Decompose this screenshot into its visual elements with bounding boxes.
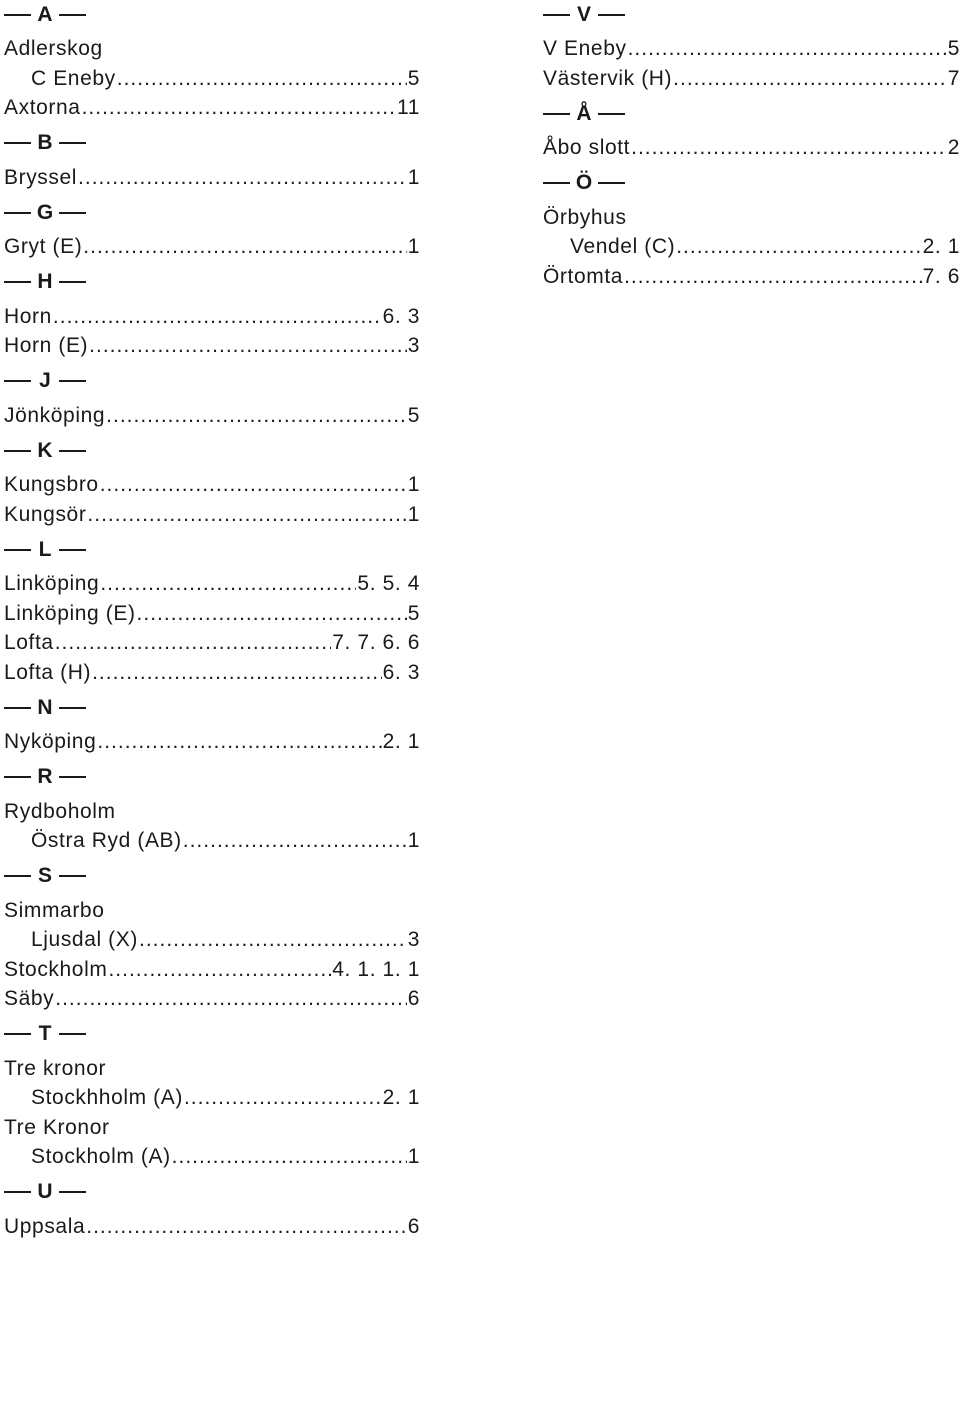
dot-leader xyxy=(628,34,947,64)
dot-leader xyxy=(172,1142,407,1172)
dot-leader xyxy=(624,262,922,292)
dot-leader xyxy=(86,1212,406,1242)
entry-page-numbers: 2. 1 xyxy=(382,1086,420,1109)
heading-dash xyxy=(4,776,31,778)
section-heading-s xyxy=(4,862,420,891)
entry-head-label: Tre kronor xyxy=(4,1056,107,1080)
entry-page-numbers: 5 xyxy=(407,403,420,427)
section-heading-k xyxy=(4,436,420,465)
entry-label: Säby xyxy=(4,987,55,1010)
entry-page-numbers: 5 xyxy=(407,601,420,625)
entry-label: Lofta xyxy=(4,631,54,654)
entry-page-numbers: 1 xyxy=(407,235,420,258)
entry-page-numbers: 7. 6 xyxy=(922,264,960,288)
index-entry xyxy=(4,34,420,93)
heading-dash xyxy=(543,182,570,184)
heading-dash xyxy=(598,113,625,115)
heading-dash xyxy=(4,212,31,214)
heading-dash xyxy=(4,450,31,452)
index-entry xyxy=(4,955,420,985)
index-entry-head xyxy=(4,1113,420,1143)
index-entry-head xyxy=(4,1054,420,1084)
section-heading-å xyxy=(543,99,960,128)
index-entry-line xyxy=(4,955,420,985)
entry-label: Gryt (E) xyxy=(4,235,83,258)
index-entry-line xyxy=(4,1142,420,1172)
entry-page-numbers: 6. 3 xyxy=(382,660,420,684)
index-entry-line xyxy=(4,658,420,688)
heading-dash xyxy=(4,707,31,709)
entry-head-label: Rydboholm xyxy=(4,799,116,823)
heading-dash xyxy=(59,875,86,877)
entry-page-numbers: 1 xyxy=(407,502,420,526)
dot-leader xyxy=(55,984,406,1014)
entry-label: Lofta (H) xyxy=(4,660,92,684)
index-entry xyxy=(543,133,960,163)
section-heading-r xyxy=(4,763,420,792)
heading-dash xyxy=(4,549,31,551)
index-entry xyxy=(4,1054,420,1113)
section-heading-j xyxy=(4,367,420,396)
heading-dash xyxy=(4,281,31,283)
section-heading-u xyxy=(4,1178,420,1207)
dot-leader xyxy=(106,401,407,431)
section-letter: L xyxy=(38,537,52,561)
dot-leader xyxy=(117,64,407,94)
index-entry-line xyxy=(4,163,420,193)
heading-dash xyxy=(59,707,86,709)
entry-page-numbers: 2. 1 xyxy=(922,235,960,258)
index-entry-line xyxy=(4,64,420,94)
index-entry xyxy=(4,331,420,361)
entry-label: Östra Ryd (AB) xyxy=(31,829,182,852)
entry-label: C Eneby xyxy=(31,66,116,90)
index-entry xyxy=(543,262,960,292)
entry-page-numbers: 11 xyxy=(397,96,420,119)
section-letter: Ö xyxy=(575,171,593,194)
heading-dash xyxy=(598,14,625,16)
section-heading-a xyxy=(4,0,420,29)
entry-label: Uppsala xyxy=(4,1214,86,1238)
index-entry xyxy=(4,500,420,530)
entry-page-numbers: 7. 7. 6. 6 xyxy=(332,631,420,654)
entry-label: Västervik (H) xyxy=(543,66,673,90)
index-entry-line xyxy=(4,1083,420,1113)
index-entry-line xyxy=(4,232,420,262)
index-entry xyxy=(4,896,420,955)
entry-page-numbers: 3 xyxy=(407,928,420,951)
section-heading-b xyxy=(4,129,420,158)
index-entry xyxy=(4,163,420,193)
heading-dash xyxy=(4,875,31,877)
section-letter: N xyxy=(37,695,53,719)
entry-label: Linköping (E) xyxy=(4,601,136,625)
dot-leader xyxy=(673,64,947,94)
index-entry xyxy=(4,984,420,1014)
section-heading-t xyxy=(4,1020,420,1049)
entry-page-numbers: 6 xyxy=(407,1214,420,1238)
dot-leader xyxy=(184,1083,382,1113)
entry-page-numbers: 6 xyxy=(407,987,420,1010)
section-heading-v xyxy=(543,0,960,29)
section-letter: H xyxy=(37,270,53,293)
entry-head-label: Adlerskog xyxy=(4,37,103,60)
index-entry xyxy=(4,569,420,599)
index-entry-line xyxy=(4,331,420,361)
heading-dash xyxy=(59,1033,86,1035)
index-entry xyxy=(4,93,420,123)
heading-dash xyxy=(543,113,570,115)
entry-label: Ljusdal (X) xyxy=(31,928,138,951)
index-entry-line xyxy=(4,1212,420,1242)
entry-label: Stockholm (A) xyxy=(31,1145,171,1168)
entry-label: Bryssel xyxy=(4,165,78,189)
section-letter: K xyxy=(37,438,53,462)
entry-label: Nyköping xyxy=(4,730,97,753)
entry-head-label: Örbyhus xyxy=(543,205,627,229)
entry-label: Linköping xyxy=(4,572,100,595)
heading-dash xyxy=(59,14,86,16)
entry-page-numbers: 6. 3 xyxy=(382,304,420,328)
heading-dash xyxy=(598,182,625,184)
section-letter: Å xyxy=(576,101,592,125)
entry-head-label: Simmarbo xyxy=(4,898,105,922)
index-entry-line xyxy=(4,470,420,500)
index-entry-head xyxy=(4,34,420,64)
heading-dash xyxy=(543,14,570,16)
dot-leader xyxy=(108,955,331,985)
entry-label: Axtorna xyxy=(4,96,81,119)
dot-leader xyxy=(139,925,407,955)
dot-leader xyxy=(55,628,332,658)
dot-leader xyxy=(89,331,407,361)
heading-dash xyxy=(4,380,31,382)
entry-head-label: Tre Kronor xyxy=(4,1115,110,1139)
entry-label: Horn (E) xyxy=(4,334,89,357)
index-column-left xyxy=(4,0,420,1241)
entry-label: V Eneby xyxy=(543,37,627,60)
heading-dash xyxy=(59,1191,86,1193)
index-entry-line xyxy=(4,93,420,123)
index-entry xyxy=(543,34,960,64)
index-entry-line xyxy=(4,925,420,955)
entry-label: Stockholm xyxy=(4,957,108,981)
index-column-right xyxy=(543,0,960,291)
heading-dash xyxy=(59,142,86,144)
index-entry-line xyxy=(4,984,420,1014)
dot-leader xyxy=(183,826,407,856)
index-entry xyxy=(4,401,420,431)
entry-label: Horn xyxy=(4,304,52,328)
index-entry xyxy=(4,658,420,688)
section-heading-g xyxy=(4,198,420,227)
dot-leader xyxy=(87,500,406,530)
index-entry-head xyxy=(4,797,420,827)
entry-page-numbers: 4. 1. 1. 1 xyxy=(332,957,420,981)
index-entry-line xyxy=(4,727,420,757)
entry-page-numbers: 7 xyxy=(947,66,960,90)
dot-leader xyxy=(78,163,407,193)
heading-dash xyxy=(59,549,86,551)
index-entry xyxy=(4,797,420,856)
index-entry xyxy=(4,727,420,757)
dot-leader xyxy=(97,727,381,757)
section-heading-l xyxy=(4,535,420,564)
entry-label: Jönköping xyxy=(4,403,106,427)
dot-leader xyxy=(100,470,407,500)
entry-label: Stockhholm (A) xyxy=(31,1086,183,1109)
index-entry xyxy=(4,628,420,658)
entry-page-numbers: 3 xyxy=(407,334,420,357)
entry-label: Vendel (C) xyxy=(570,235,676,258)
heading-dash xyxy=(59,380,86,382)
entry-page-numbers: 5 xyxy=(947,37,960,60)
index-entry-line xyxy=(4,826,420,856)
heading-dash xyxy=(4,1191,31,1193)
entry-page-numbers: 1 xyxy=(407,829,420,852)
index-entry-head xyxy=(4,896,420,926)
section-letter: U xyxy=(37,1180,53,1203)
index-entry xyxy=(543,203,960,262)
section-heading-n xyxy=(4,693,420,722)
section-letter: T xyxy=(38,1022,52,1045)
index-entry-line xyxy=(543,64,960,94)
entry-label: Kungsbro xyxy=(4,473,99,496)
index-entry xyxy=(4,599,420,629)
dot-leader xyxy=(82,93,396,123)
entry-page-numbers: 2. 1 xyxy=(382,730,420,753)
entry-label: Kungsör xyxy=(4,502,87,526)
entry-page-numbers: 5. 5. 4 xyxy=(357,572,420,595)
index-entry-line xyxy=(543,133,960,163)
dot-leader xyxy=(676,232,921,262)
heading-dash xyxy=(59,212,86,214)
heading-dash xyxy=(59,450,86,452)
index-entry xyxy=(4,1113,420,1172)
index-entry xyxy=(543,64,960,94)
heading-dash xyxy=(59,776,86,778)
index-entry xyxy=(4,232,420,262)
dot-leader xyxy=(631,133,947,163)
section-letter: R xyxy=(37,765,53,788)
entry-page-numbers: 2 xyxy=(947,136,960,159)
entry-page-numbers: 1 xyxy=(407,165,420,189)
section-heading-h xyxy=(4,268,420,297)
index-entry-line xyxy=(4,569,420,599)
section-letter: V xyxy=(576,2,591,26)
entry-label: Åbo slott xyxy=(543,136,631,159)
section-letter: J xyxy=(39,369,51,392)
index-entry-line xyxy=(543,262,960,292)
section-heading-ö xyxy=(543,169,960,198)
index-entry-line xyxy=(4,628,420,658)
section-letter: S xyxy=(37,864,52,887)
entry-label: Örtomta xyxy=(543,264,624,288)
index-entry xyxy=(4,470,420,500)
index-entry-line xyxy=(4,401,420,431)
index-entry-head xyxy=(543,203,960,233)
dot-leader xyxy=(137,599,407,629)
index-entry xyxy=(4,1212,420,1242)
index-entry-line xyxy=(4,599,420,629)
section-letter: A xyxy=(37,2,53,26)
heading-dash xyxy=(59,281,86,283)
entry-page-numbers: 1 xyxy=(407,473,420,496)
dot-leader xyxy=(100,569,356,599)
section-letter: B xyxy=(37,131,53,154)
heading-dash xyxy=(4,1033,31,1035)
section-letter: G xyxy=(36,200,54,224)
dot-leader xyxy=(92,658,381,688)
index-entry-line xyxy=(4,500,420,530)
entry-page-numbers: 5 xyxy=(407,66,420,90)
index-entry-line xyxy=(543,34,960,64)
heading-dash xyxy=(4,14,31,16)
heading-dash xyxy=(4,142,31,144)
dot-leader xyxy=(53,302,382,332)
dot-leader xyxy=(83,232,406,262)
index-entry-line xyxy=(543,232,960,262)
index-entry-line xyxy=(4,302,420,332)
index-entry xyxy=(4,302,420,332)
entry-page-numbers: 1 xyxy=(407,1145,420,1168)
